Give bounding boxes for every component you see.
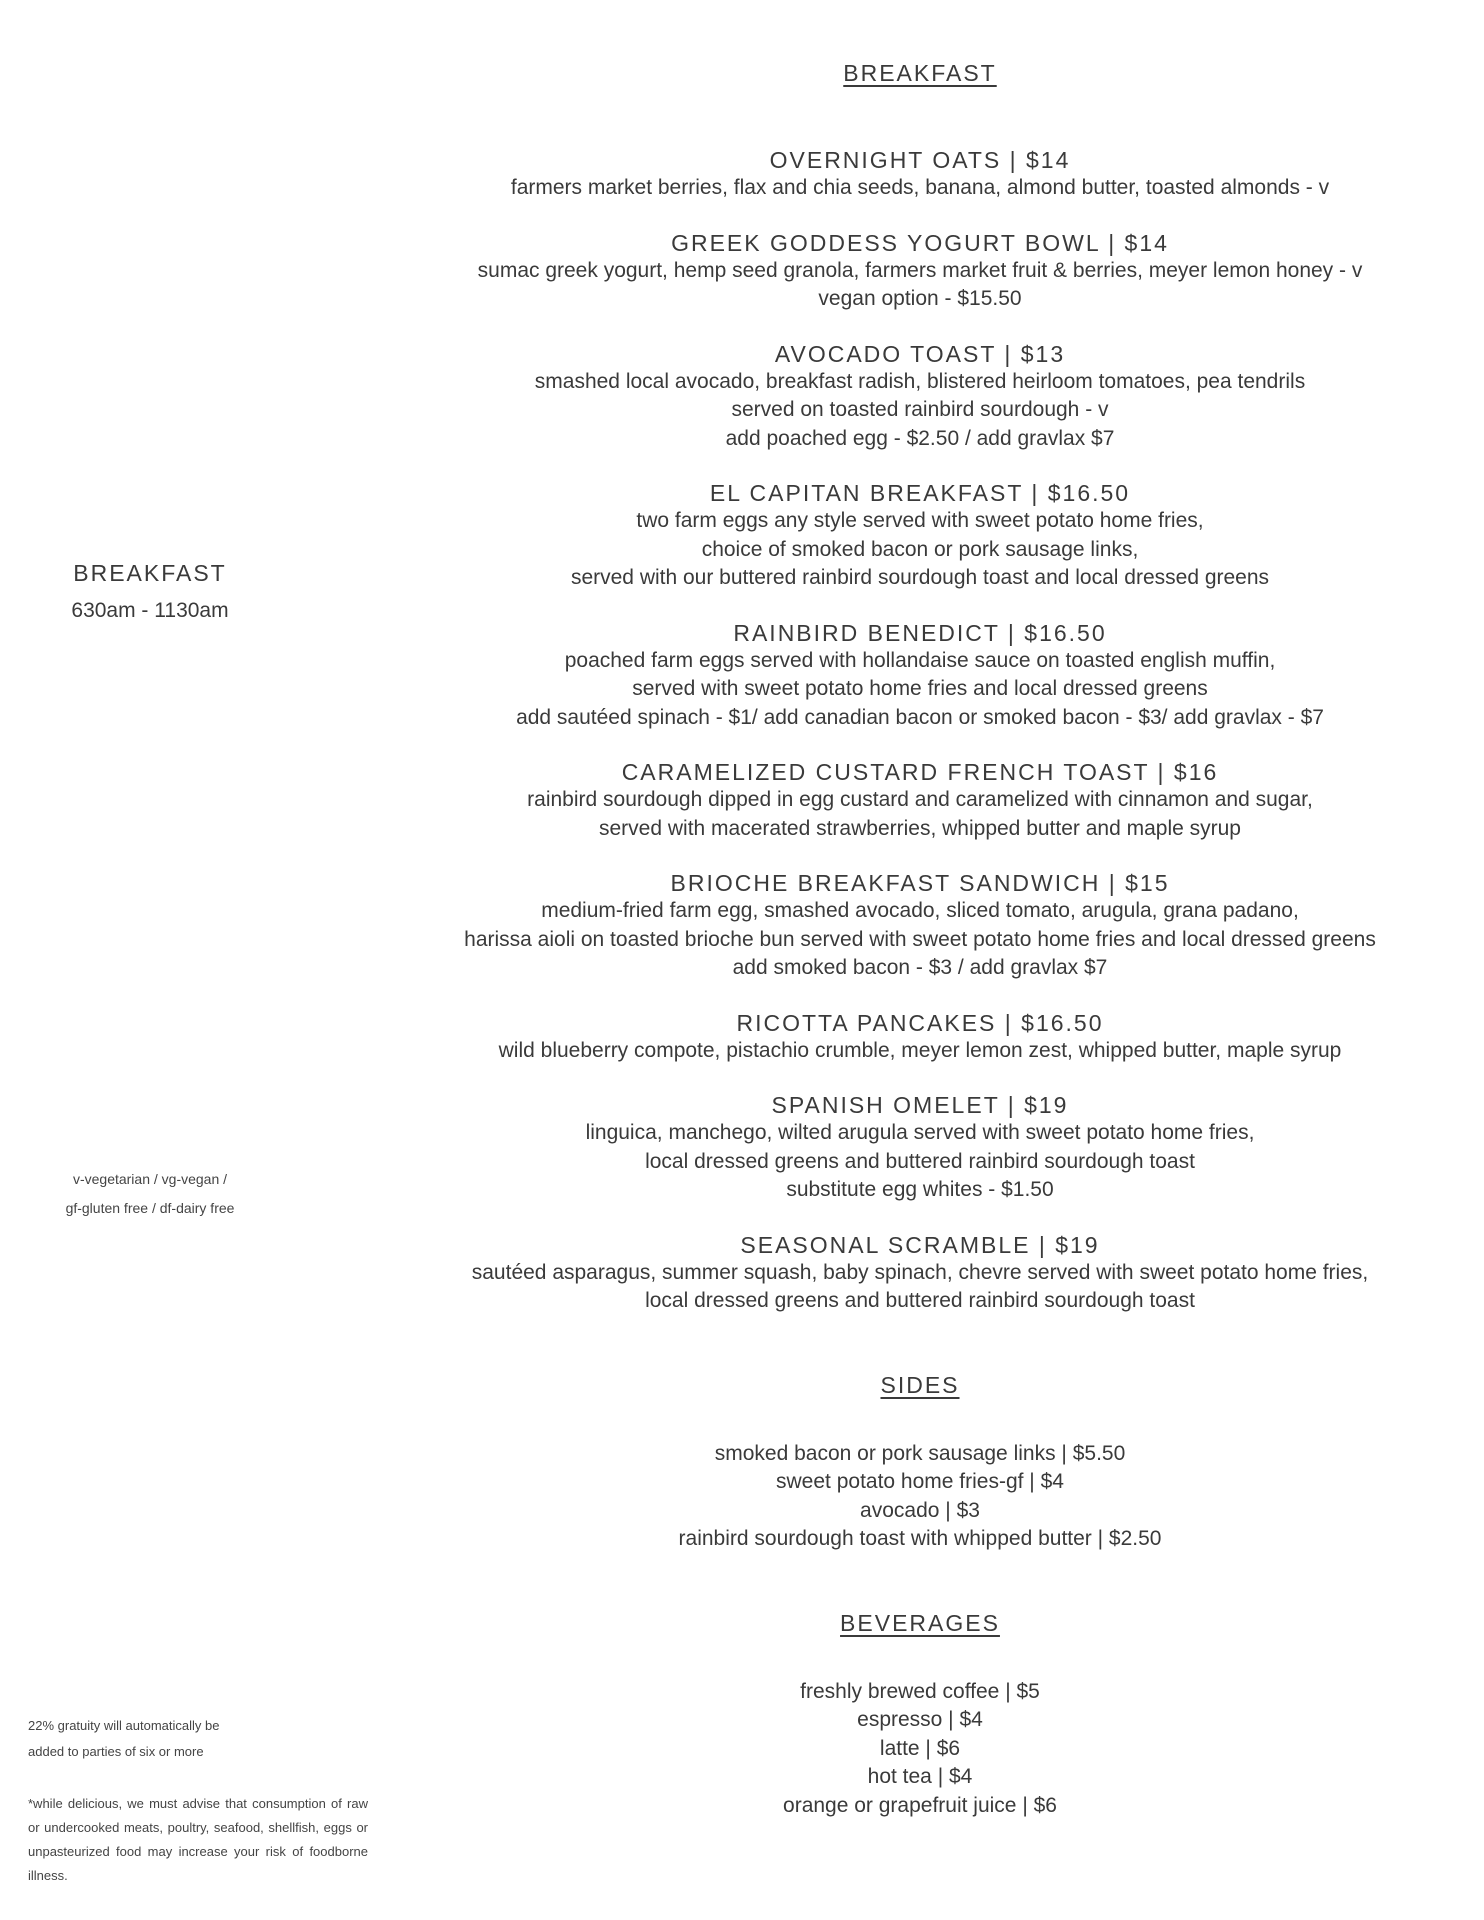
menu-item	[370, 1231, 1470, 1316]
menu-item-title: OVERNIGHT OATS | $14	[769, 147, 1071, 173]
menu-item-description: two farm eggs any style served with sweet potato home fries,	[636, 509, 1204, 532]
menu-item-description: served on toasted rainbird sourdough - v	[731, 398, 1109, 421]
menu-item-description: medium-fried farm egg, smashed avocado, sliced tomato, arugula, grana padano,	[541, 899, 1299, 922]
side-item: sweet potato home fries-gf | $4	[776, 1470, 1064, 1493]
menu-column	[370, 58, 1470, 1820]
side-item: rainbird sourdough toast with whipped butter | $2.50	[678, 1527, 1162, 1550]
menu-item-description: wild blueberry compote, pistachio crumble, meyer lemon zest, whipped butter, maple syrup	[498, 1038, 1342, 1062]
menu-item-description: served with our buttered rainbird sourdough toast and local dressed greens	[570, 566, 1270, 589]
menu-item-description: farmers market berries, flax and chia seeds, banana, almond butter, toasted almonds - v	[510, 176, 1330, 199]
food-safety-disclaimer: *while delicious, we must advise that consumption of raw or undercooked meats, poultry, seafood, shellfish, eggs or unpasteurized food may increase your risk of foodborne illness.	[28, 1796, 368, 1883]
menu-item-description: add sautéed spinach - $1/ add canadian bacon or smoked bacon - $3/ add gravlax - $7	[516, 705, 1324, 729]
menu-item-description: local dressed greens and buttered rainbird sourdough toast	[645, 1289, 1195, 1312]
menu-item-description: served with macerated strawberries, whipped butter and maple syrup	[599, 816, 1241, 840]
menu-item-title: SPANISH OMELET | $19	[771, 1092, 1069, 1118]
menu-item-description: substitute egg whites - $1.50	[786, 1178, 1054, 1201]
menu-item-title: BRIOCHE BREAKFAST SANDWICH | $15	[670, 870, 1170, 896]
beverage-item: orange or grapefruit juice | $6	[783, 1793, 1057, 1817]
hours-block	[0, 560, 300, 623]
menu-item-description: rainbird sourdough dipped in egg custard and caramelized with cinnamon and sugar,	[527, 788, 1313, 811]
menu-item-description: local dressed greens and buttered rainbird sourdough toast	[645, 1149, 1195, 1173]
menu-item	[370, 146, 1470, 203]
menu-item-title: CARAMELIZED CUSTARD FRENCH TOAST | $16	[621, 759, 1219, 785]
breakfast-heading: BREAKFAST	[843, 60, 997, 86]
menu-item-title: GREEK GODDESS YOGURT BOWL | $14	[671, 229, 1169, 256]
sides-list	[370, 1440, 1470, 1554]
gratuity-line: added to parties of six or more	[28, 1744, 204, 1759]
menu-item-description: vegan option - $15.50	[818, 287, 1022, 310]
side-item: smoked bacon or pork sausage links | $5.50	[714, 1441, 1126, 1465]
breakfast-items	[370, 146, 1470, 1316]
menu-item	[370, 229, 1470, 314]
gratuity-line: 22% gratuity will automatically be	[28, 1718, 220, 1733]
beverage-item: hot tea | $4	[867, 1765, 973, 1788]
menu-item-description: served with sweet potato home fries and local dressed greens	[632, 677, 1208, 700]
menu-item-title: RAINBIRD BENEDICT | $16.50	[733, 619, 1107, 646]
menu-item-description: add smoked bacon - $3 / add gravlax $7	[732, 956, 1108, 979]
menu-item	[370, 869, 1470, 983]
service-hours: 630am - 1130am	[71, 599, 229, 622]
dietary-legend	[0, 1165, 300, 1223]
menu-item-title: EL CAPITAN BREAKFAST | $16.50	[709, 480, 1131, 506]
menu-item-description: smashed local avocado, breakfast radish, blistered heirloom tomatoes, pea tendrils	[534, 369, 1306, 393]
gratuity-note	[28, 1713, 368, 1765]
menu-item	[370, 340, 1470, 454]
side-item: avocado | $3	[860, 1498, 980, 1522]
menu-item-description: linguica, manchego, wilted arugula served with sweet potato home fries,	[585, 1121, 1255, 1144]
menu-item	[370, 479, 1470, 593]
menu-item	[370, 1009, 1470, 1066]
legend-line: v-vegetarian / vg-vegan /	[72, 1171, 228, 1187]
beverage-item: espresso | $4	[857, 1708, 983, 1731]
menu-item-description: add poached egg - $2.50 / add gravlax $7	[725, 426, 1115, 450]
menu-item-description: poached farm eggs served with hollandaise sauce on toasted english muffin,	[564, 648, 1276, 672]
menu-item-title: AVOCADO TOAST | $13	[774, 340, 1066, 367]
menu-item	[370, 619, 1470, 733]
menu-item-description: choice of smoked bacon or pork sausage links,	[701, 537, 1139, 561]
menu-item-title: RICOTTA PANCAKES | $16.50	[736, 1009, 1104, 1036]
menu-item-description: sumac greek yogurt, hemp seed granola, farmers market fruit & berries, meyer lemon honey - v	[477, 258, 1363, 282]
sidebar-title: BREAKFAST	[73, 560, 227, 586]
sides-heading: SIDES	[880, 1371, 960, 1398]
beverages-heading: BEVERAGES	[840, 1609, 1000, 1636]
menu-item-title: SEASONAL SCRAMBLE | $19	[740, 1231, 1100, 1258]
beverage-item: latte | $6	[879, 1736, 961, 1760]
beverages-list	[370, 1678, 1470, 1821]
menu-item-description: sautéed asparagus, summer squash, baby spinach, chevre served with sweet potato home fries,	[471, 1260, 1369, 1284]
beverage-item: freshly brewed coffee | $5	[800, 1679, 1040, 1703]
legend-line: gf-gluten free / df-dairy free	[65, 1200, 235, 1216]
menu-item-description: harissa aioli on toasted brioche bun served with sweet potato home fries and local dressed greens	[464, 927, 1376, 951]
menu-item	[370, 758, 1470, 843]
menu-item	[370, 1091, 1470, 1205]
